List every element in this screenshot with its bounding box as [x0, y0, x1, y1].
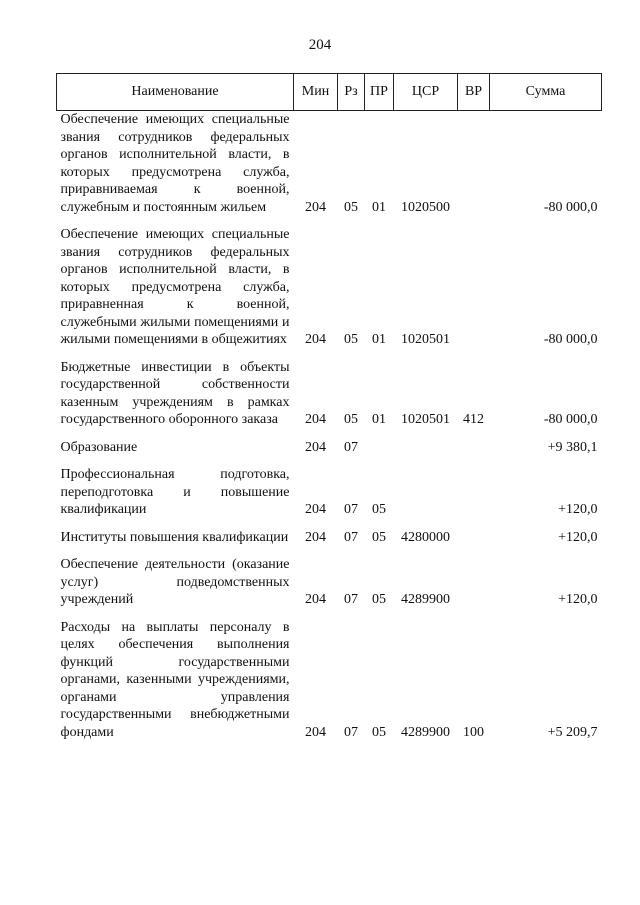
- budget-table: [56, 73, 602, 751]
- row-name: Обеспечение деятельности (оказание услуг) подведомственных учреждений: [60, 557, 290, 607]
- table-row: [57, 226, 602, 359]
- row-sum: -80 000,0: [543, 332, 598, 347]
- row-vr: [458, 556, 490, 619]
- header-pr: ПР: [365, 74, 394, 111]
- row-pr: 05: [372, 529, 386, 545]
- row-vr: [458, 466, 490, 529]
- row-csr: 1020500: [401, 199, 450, 215]
- header-csr: ЦСР: [394, 74, 458, 111]
- row-vr: [458, 226, 490, 359]
- table-row: [57, 111, 602, 227]
- row-vr: 412: [463, 412, 484, 427]
- row-sum: +120,0: [558, 502, 598, 517]
- row-min: 204: [305, 592, 326, 607]
- row-name: Институты повышения квалификации: [60, 529, 289, 545]
- row-rz: 05: [344, 412, 358, 427]
- row-min: 204: [305, 332, 326, 347]
- row-csr: [394, 466, 458, 529]
- row-sum: +5 209,7: [547, 724, 598, 740]
- row-min: 204: [305, 439, 326, 455]
- row-rz: 07: [344, 529, 358, 545]
- table-row: [57, 619, 602, 752]
- page-number: 204: [308, 37, 332, 53]
- row-csr: 4289900: [401, 592, 450, 607]
- row-sum: -80 000,0: [543, 199, 598, 215]
- row-csr: 4289900: [401, 724, 450, 740]
- row-pr: 05: [372, 592, 386, 607]
- row-pr: 05: [372, 502, 386, 517]
- row-name: Бюджетные инвестиции в объекты государственной собственности казенным учреждениям в рамках государственного оборонного заказа: [60, 359, 290, 427]
- row-pr: 01: [372, 412, 386, 427]
- header-sum: Сумма: [490, 74, 602, 111]
- row-sum: +120,0: [558, 529, 598, 545]
- row-min: 204: [305, 724, 326, 740]
- row-vr: [458, 529, 490, 557]
- row-pr: 01: [372, 199, 386, 215]
- row-vr: [458, 439, 490, 467]
- header-rz: Рз: [338, 74, 365, 111]
- row-sum: +120,0: [558, 592, 598, 607]
- row-rz: 05: [344, 332, 358, 347]
- header-name: Наименование: [57, 74, 294, 111]
- row-pr: 05: [372, 724, 386, 740]
- table-row: [57, 466, 602, 529]
- row-name: Обеспечение имеющих специальные звания сотрудников федеральных органов исполнительной власти, в которых предусмотрена служба, приравниваемая к военной, служебным и постоянным жильем: [60, 112, 290, 215]
- row-pr: 01: [372, 332, 386, 347]
- row-csr: 1020501: [401, 412, 450, 427]
- table-row: [57, 556, 602, 619]
- row-csr: 1020501: [401, 332, 450, 347]
- table-row: [57, 439, 602, 467]
- row-vr: 100: [463, 724, 484, 740]
- row-rz: 07: [344, 724, 358, 740]
- row-name: Расходы на выплаты персоналу в целях обеспечения выполнения функций государственными органами, казенными учреждениями, органами управления государственными внебюджетными фондами: [60, 619, 290, 740]
- row-pr: [365, 439, 394, 467]
- row-csr: [394, 439, 458, 467]
- row-sum: +9 380,1: [547, 439, 598, 455]
- row-vr: [458, 111, 490, 227]
- table-row: [57, 359, 602, 439]
- row-name: Образование: [60, 439, 138, 455]
- row-name: Профессиональная подготовка, переподготовка и повышение квалификации: [60, 467, 290, 517]
- row-csr: 4280000: [401, 529, 450, 545]
- row-min: 204: [305, 412, 326, 427]
- header-vr: ВР: [458, 74, 490, 111]
- table-row: [57, 529, 602, 557]
- row-name: Обеспечение имеющих специальные звания сотрудников федеральных органов исполнительной власти, в которых предусмотрена служба, приравненная к военной, служебными жилыми помещениями и жилыми помещениями в общежитиях: [60, 227, 290, 347]
- row-rz: 07: [344, 502, 358, 517]
- table-header: [57, 74, 602, 111]
- row-rz: 07: [344, 592, 358, 607]
- row-min: 204: [305, 199, 326, 215]
- header-min: Мин: [294, 74, 338, 111]
- row-sum: -80 000,0: [543, 412, 598, 427]
- row-min: 204: [305, 529, 326, 545]
- row-min: 204: [305, 502, 326, 517]
- row-rz: 07: [344, 439, 358, 455]
- table-body: [57, 111, 602, 752]
- row-rz: 05: [344, 199, 358, 215]
